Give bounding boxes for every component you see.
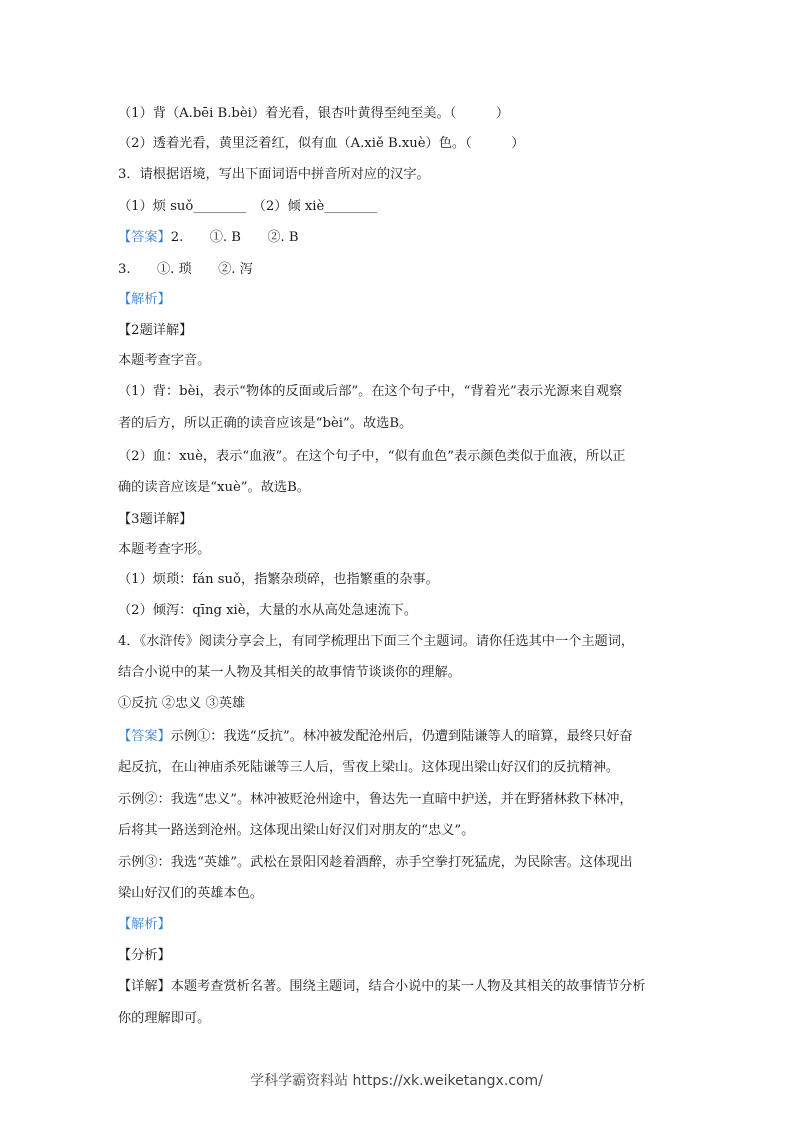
text-line bbox=[118, 351, 698, 371]
line-text: 4．《水浒传》阅读分享会上，有同学梳理出下面三个主题词。请你任选其中一个主题词， bbox=[118, 634, 635, 649]
text-line bbox=[118, 758, 698, 778]
line-text: （2）倾泻：qīng xiè，大量的水从高处急速流下。 bbox=[118, 603, 418, 618]
line-text: （2）血：xuè，表示“血液”。在这个句子中，“似有血色”表示颜色类似于血液，所以正 bbox=[118, 449, 626, 464]
footer-watermark: 学科学霸资料站 https://xk.weiketangx.com/ bbox=[250, 1073, 543, 1089]
line-text: 后将其一路送到沧州。这体现出梁山好汉们对朋友的“忠义”。 bbox=[118, 823, 475, 838]
text-line bbox=[118, 1009, 698, 1029]
line-text: 者的后方，所以正确的读音应该是“bèi”。故选B。 bbox=[118, 416, 413, 431]
text-line bbox=[118, 915, 698, 935]
line-text: 你的理解即可。 bbox=[118, 1011, 211, 1026]
text-line bbox=[118, 104, 698, 124]
section-tag: 【答案】 bbox=[118, 230, 171, 245]
text-line bbox=[118, 134, 698, 154]
line-text: 【分析】 bbox=[118, 948, 171, 963]
text-line bbox=[118, 884, 698, 904]
line-text: 3. ①. 琐 ②. 泻 bbox=[118, 262, 253, 277]
text-line bbox=[118, 727, 698, 747]
text-line bbox=[118, 663, 698, 683]
line-text: 起反抗，在山神庙杀死陆谦等三人后，雪夜上梁山。这体现出梁山好汉们的反抗精神。 bbox=[118, 760, 620, 775]
line-text: 本题考查字音。 bbox=[118, 353, 211, 368]
text-line bbox=[118, 197, 698, 217]
text-line bbox=[118, 946, 698, 966]
line-text: 梁山好汉们的英雄本色。 bbox=[118, 886, 264, 901]
line-text: 示例①：我选“反抗”。林冲被发配沧州后，仍遭到陆谦等人的暗算，最终只好奋 bbox=[170, 729, 633, 744]
text-line bbox=[118, 447, 698, 467]
line-text: 本题考查字形。 bbox=[118, 542, 211, 557]
section-tag: 【答案】 bbox=[118, 729, 171, 744]
line-text: 【2题详解】 bbox=[118, 323, 193, 338]
line-text: 示例②：我选“忠义”。林冲被贬沧州途中，鲁达先一直暗中护送，并在野猪林救下林冲， bbox=[118, 792, 633, 807]
text-line bbox=[118, 570, 698, 590]
text-line bbox=[118, 165, 698, 185]
section-tag: 【解析】 bbox=[118, 917, 171, 932]
text-line bbox=[118, 260, 698, 280]
line-text: 示例③：我选“英雄”。武松在景阳冈趁着酒醉，赤手空拳打死猛虎，为民除害。这体现出 bbox=[118, 855, 633, 870]
line-text: ①反抗 ②忠义 ③英雄 bbox=[118, 696, 246, 711]
text-line bbox=[118, 790, 698, 810]
text-line bbox=[118, 601, 698, 621]
text-line bbox=[118, 228, 698, 248]
line-text: （1）烦琐：fán suǒ，指繁杂琐碎，也指繁重的杂事。 bbox=[118, 572, 439, 587]
text-line bbox=[118, 694, 698, 714]
line-text: （1）背（A.bēi B.bèi）着光看，银杏叶黄得至纯至美。（ ） bbox=[118, 106, 510, 121]
text-line bbox=[118, 821, 698, 841]
text-line bbox=[118, 478, 698, 498]
text-line bbox=[118, 414, 698, 434]
line-text: 结合小说中的某一人物及其相关的故事情节谈谈你的理解。 bbox=[118, 665, 461, 680]
section-tag: 【解析】 bbox=[118, 292, 171, 307]
text-line bbox=[118, 540, 698, 560]
text-line bbox=[118, 382, 698, 402]
line-text: 3．请根据语境，写出下面词语中拼音所对应的汉字。 bbox=[118, 167, 430, 182]
text-line bbox=[118, 632, 698, 652]
line-text: （1）烦 suǒ________ （2）倾 xiè________ bbox=[118, 199, 378, 214]
line-text: 确的读音应该是“xuè”。故选B。 bbox=[118, 480, 310, 495]
line-text: （1）背：bèi，表示“物体的反面或后部”。在这个句子中，“背着光”表示光源来自观察 bbox=[118, 384, 623, 399]
text-line bbox=[118, 977, 698, 997]
line-text: 【详解】本题考查赏析名著。围绕主题词，结合小说中的某一人物及其相关的故事情节分析 bbox=[118, 979, 646, 994]
text-line bbox=[118, 321, 698, 341]
text-line bbox=[118, 290, 698, 310]
text-line bbox=[118, 510, 698, 530]
line-text: 【3题详解】 bbox=[118, 512, 193, 527]
line-text: 2. ①. B ②. B bbox=[170, 230, 299, 245]
text-line bbox=[118, 853, 698, 873]
line-text: （2）透着光看，黄里泛着红，似有血（A.xiě B.xuè）色。（ ） bbox=[118, 136, 525, 151]
